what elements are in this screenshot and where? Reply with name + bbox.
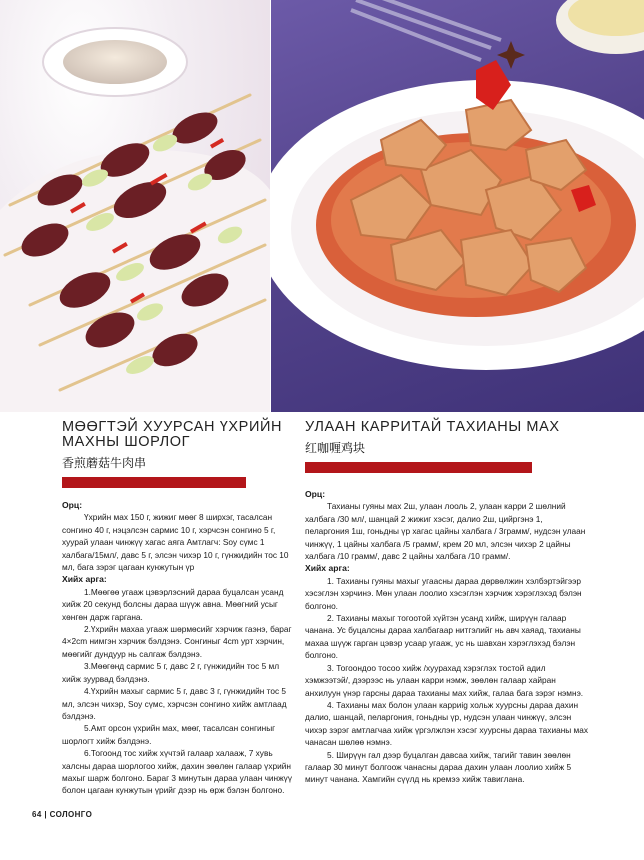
- right-step: 1. Тахианы гуяны махыг угаасны дараа дөрвөлжин хэлбэртэйгээр хэсэглэн хэрчинэ. Мөн улаан лоолио хэсэглэн хэрчиж хэрэглэхэд бэлэн болгоно.: [305, 575, 582, 611]
- right-step: 5. Ширүүн гал дээр буцалган давсаа хийж, тагийг тавин зөөлөн галаар 30 минут болгоож чанасны дараа дахин улаан лоолио хийж 5 минут чанана. Хамгийн сүүлд нь кремээ хийж тавиглана.: [305, 749, 572, 785]
- right-recipe-title-cn: 红咖喱鸡块: [305, 441, 366, 455]
- skewers-photo: [0, 0, 270, 412]
- left-recipe-title-mn: МӨӨГТЭЙ ХУУРСАН ҮХРИЙН МАХНЫ ШОРЛОГ: [62, 419, 283, 450]
- left-method-heading: Хийх арга:: [62, 574, 107, 585]
- page-number: 64: [32, 810, 42, 819]
- right-ingredients-heading: Орц:: [305, 489, 326, 499]
- curry-illustration: [271, 0, 644, 412]
- left-step: 1.Мөөгөө угааж цэвэрлэсний дараа буцалсан усанд хийж 20 секунд болсны дараа шүүж авна. Мөөгний усыг хөнгөн дарж гаргана.: [62, 586, 284, 622]
- curry-chicken-photo: [271, 0, 644, 412]
- magazine-name: СОЛОНГО: [49, 810, 93, 819]
- right-recipe-title-mn: УЛААН КАРРИТАЙ ТАХИАНЫ МАХ: [305, 419, 560, 435]
- left-step: 2.Үхрийн махаа угааж шөрмөсийг хэрчиж гаэнэ, бараг 4×2cm нимгэн хэрчиж бэлдэнэ. Сонгиныг 4cm урт хэрчин, мөөгийг дундуур нь салгаж бэлдэнэ.: [62, 624, 292, 659]
- page-footer: [32, 810, 92, 819]
- left-recipe-body: [62, 499, 294, 797]
- left-step: 5.Амт орсон үхрийн мах, мөөг, тасалсан сонгиныг шорлогт хийж бэлдэнэ.: [62, 723, 276, 746]
- right-step: 2. Тахианы махыг тогоотой хүйтэн усанд хийж, ширүүн галаар чанана. Ус буцалсны дараа халбагаар нитгэлийг нь авч хаяад, тахианы махаа шүүж гарган цэвэр усаар угааж, ус нь шавхан хэрэглэхэд бэлэн болгоно.: [305, 613, 581, 661]
- left-ingredients-heading: Орц:: [62, 500, 83, 510]
- left-step: 4.Үхрийн махыг сармис 5 г, давс 3 г, гүнжидийн тос 5 мл, элсэн чихэр, Soy сүмс, хэрчсэн сонгино хийж амтлаад бэлдэнэ.: [62, 686, 287, 721]
- left-step: 3.Мөөгөнд сармис 5 г, давс 2 г, гүнжидийн тос 5 мл хийж зуурвад бэлдэнэ.: [62, 661, 280, 684]
- right-step: 3. Тогоондоо тосоо хийж /хуурахад хэрэглэх тостой адил хэмжээтэй/, дээрээс нь улаан карри нэмж, зөөлөн галаар хайран анхилуун үнэр гарсны дараа тахианы мах хийж, галаа бага зэрэг нэмнэ.: [305, 662, 584, 698]
- right-step: 4. Тахианы мах болон улаан карриig хольж хуурсны дараа дахин далио, шанцай, пеларгония, гоньдны үр, нудсэн улаан чинжүү, элсэн чихэр зэрэг амтлагчаа хийж үргэлжлэн хэсэг хуурсны дараа тахианы мах чанасан шөлөө нэмнэ.: [305, 699, 589, 748]
- left-recipe: [62, 420, 294, 797]
- footer-separator: |: [44, 810, 47, 819]
- left-step: 6.Тогоонд тос хийж хүчтэй галаар халааж, 7 хувь халсны дараа шорлогоо хийж, дахин зөөлөн галаар үхрийн махыг шарж болгоно. Бараг 3 минутын дараа улаан чинжүү болон цагаан кунжутын үрийг дээр нь өрж бэлэн болгоно.: [62, 748, 292, 796]
- right-recipe: [305, 420, 588, 786]
- right-recipe-body: [305, 488, 588, 786]
- left-ingredients-text: Үхрийн мах 150 г, жижиг мөөг 8 ширхэг, тасалсан сонгино 40 г, нэцэлсэн сармис 10 г, хэрчсэн сонгино 5 г, хуурай улаан чинжүү хагас аяга Амтлагч: Soy сүмс 1 халбага/15мл/, давс 5 г, элсэн чихэр 10 г, гүнжидийн тос 10 мл, бага зэрэг цагаан кунжутын үр: [62, 512, 289, 573]
- left-red-divider: [62, 477, 246, 488]
- skewers-illustration: [0, 0, 270, 412]
- left-recipe-title-cn: 香煎蘑菇牛肉串: [62, 456, 147, 470]
- right-ingredients-text: Тахианы гуяны мах 2ш, улаан лооль 2, улаан карри 2 шөлний халбага /30 мл/, шанцай 2 жижиг хэсэг, далио 2ш, цийргэнэ 1, пеларгония 1ш, гоньдны үр хагас цайны халбага / 3грамм/, нудсэн улаан чинжүү, 1 цайны халбага /5 грамм/, крем 20 мл, элсэн чихэр 2 цайны халбага /10 грамм/, давс 2 цайны халбага /10 грамм/.: [305, 501, 586, 562]
- right-red-divider: [305, 462, 532, 473]
- right-method-heading: Хийх арга:: [305, 563, 350, 574]
